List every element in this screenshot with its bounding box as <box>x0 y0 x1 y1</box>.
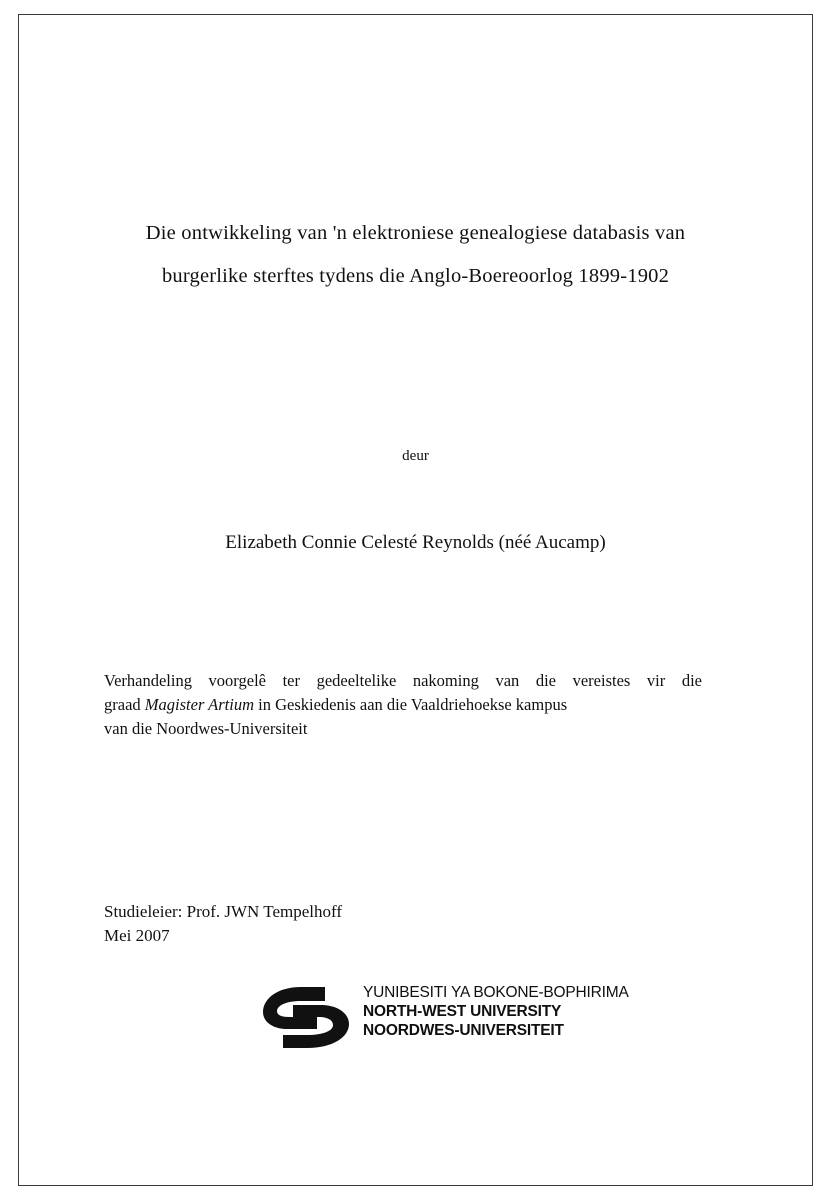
author-name: Elizabeth Connie Celesté Reynolds (néé Aucamp) <box>225 532 606 553</box>
university-logo-text <box>363 983 629 1040</box>
degree-statement-line-1: Verhandeling voorgelê ter gedeeltelike nakoming van die vereistes vir die <box>104 671 702 690</box>
supervisor-block <box>104 900 664 948</box>
degree-statement <box>104 669 702 741</box>
degree-name: Magister Artium <box>144 695 255 714</box>
nwu-logo-icon <box>255 981 367 1053</box>
submission-date: Mei 2007 <box>104 926 170 945</box>
page-content <box>100 14 731 1186</box>
supervisor-name: Studieleier: Prof. JWN Tempelhoff <box>104 902 343 921</box>
author-prefix: deur <box>402 448 429 464</box>
degree-statement-line-2 <box>104 693 702 717</box>
degree-statement-line-3: van die Noordwes-Universiteit <box>104 719 308 738</box>
logo-text-line-1: YUNIBESITI YA BOKONE-BOPHIRIMA <box>363 984 629 1001</box>
page-title-line-2: burgerlike sterftes tydens die Anglo-Boereoorlog 1899-1902 <box>161 265 670 287</box>
logo-text-line-3: NOORDWES-UNIVERSITEIT <box>363 1022 564 1039</box>
logo-text-line-2: NORTH-WEST UNIVERSITY <box>363 1003 562 1020</box>
page-title-line-1: Die ontwikkeling van 'n elektroniese genealogiese databasis van <box>145 222 686 244</box>
degree-statement-line-2-b: in Geskiedenis aan die Vaaldriehoekse kampus <box>254 695 568 714</box>
university-logo <box>255 977 735 1055</box>
degree-statement-line-2-a: graad <box>104 695 145 714</box>
page-title <box>100 212 731 298</box>
